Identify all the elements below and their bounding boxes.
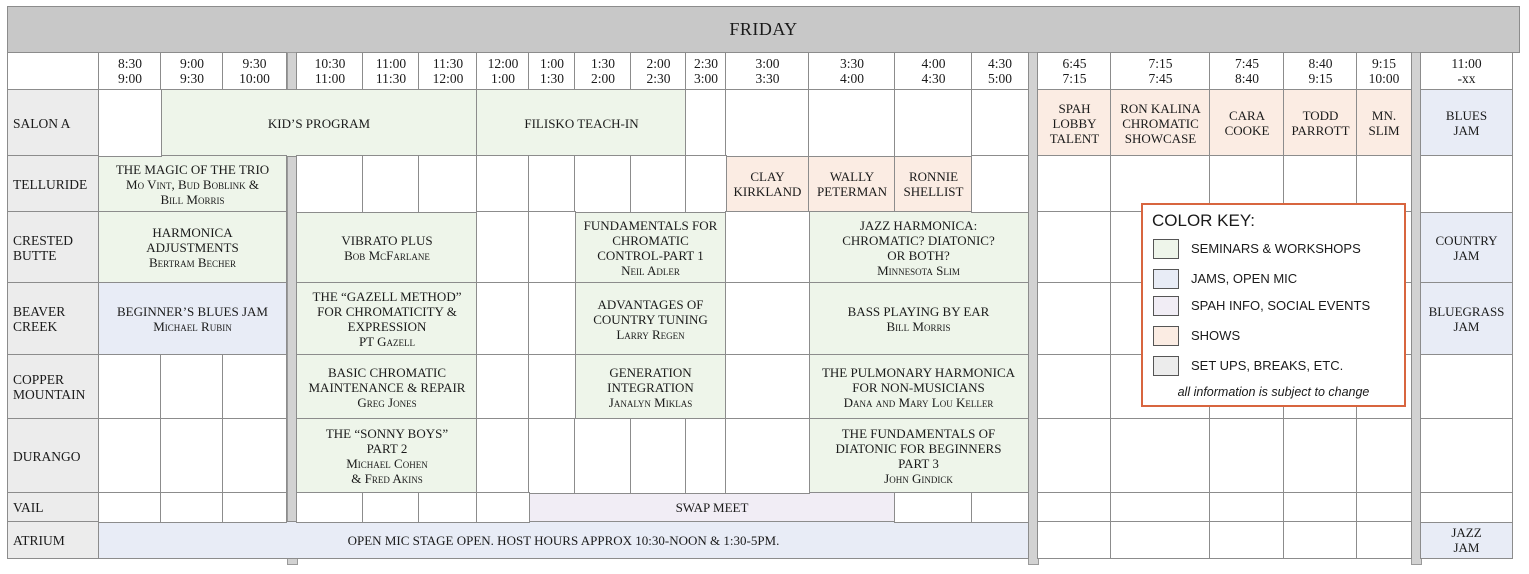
event-jam <box>98 282 287 356</box>
event-title: JAM <box>1453 247 1480 263</box>
event-title: TODD <box>1302 108 1339 123</box>
event-title: PART 3 <box>898 456 939 471</box>
empty-slot <box>222 418 287 494</box>
event-show <box>808 155 896 213</box>
event-title: CHROMATIC <box>1122 115 1199 131</box>
empty-slot <box>528 155 576 213</box>
event-title: INTEGRATION <box>607 379 694 395</box>
event-title: MN. <box>1371 108 1397 123</box>
time-header <box>971 52 1029 90</box>
empty-slot <box>1356 521 1412 559</box>
event-title: JAZZ <box>1451 525 1482 540</box>
time-header <box>1356 52 1412 90</box>
event-title: THE FUNDAMENTALS OF <box>841 426 996 441</box>
empty-slot <box>1037 282 1112 356</box>
event-title: COUNTRY TUNING <box>593 311 708 327</box>
event-show <box>1283 89 1358 157</box>
empty-slot <box>476 492 530 523</box>
event-title: OPEN MIC STAGE OPEN. HOST HOURS APPROX 10:30-NOON & 1:30-5PM. <box>347 532 780 548</box>
event-title: SHOWCASE <box>1124 130 1197 146</box>
event-title: JAM <box>1453 540 1480 555</box>
key-item-setups <box>1153 356 1403 378</box>
time-header <box>98 52 162 90</box>
event-show <box>894 155 973 213</box>
event-seminar <box>296 354 478 420</box>
jam-swatch <box>1153 269 1179 289</box>
empty-slot <box>1356 418 1412 494</box>
event-show <box>1209 89 1285 157</box>
event-presenter: Greg Jones <box>357 394 417 410</box>
event-seminar <box>296 282 478 356</box>
time-header <box>528 52 576 90</box>
empty-slot <box>160 354 224 420</box>
empty-slot <box>808 89 896 157</box>
event-title: SWAP MEET <box>675 500 749 515</box>
event-title: LOBBY <box>1052 115 1097 131</box>
event-seminar <box>808 282 1029 356</box>
empty-slot <box>476 354 530 420</box>
room-name: CREEK <box>13 319 58 334</box>
empty-slot <box>971 492 1029 523</box>
event-presenter: Michael Rubin <box>153 319 232 334</box>
time-start: 1:30 <box>590 56 615 71</box>
event-show <box>1110 89 1211 157</box>
event-presenter: Larry Regen <box>616 326 685 342</box>
event-title: SLIM <box>1368 123 1400 138</box>
time-end: 8:40 <box>1234 71 1259 86</box>
color-key-title: COLOR KEY: <box>1152 211 1255 230</box>
time-start: 11:00 <box>375 56 407 71</box>
room-name: DURANGO <box>13 448 81 464</box>
empty-slot <box>630 155 687 213</box>
key-label-jams: JAMS, OPEN MIC <box>1191 271 1298 286</box>
empty-slot <box>685 155 727 213</box>
empty-slot <box>222 492 287 523</box>
room-label <box>7 492 99 523</box>
room-name: BEAVER <box>13 304 66 319</box>
event-seminar <box>98 211 287 284</box>
empty-slot <box>1356 492 1412 523</box>
time-end: 10:00 <box>1368 71 1400 86</box>
event-title: ADJUSTMENTS <box>146 240 239 255</box>
time-end: 11:00 <box>314 71 346 86</box>
empty-slot <box>528 282 576 356</box>
corner-cell <box>7 52 99 90</box>
event-presenter: Janalyn Miklas <box>608 394 693 410</box>
event-presenter: Bill Morris <box>160 191 225 207</box>
room-name: CRESTED <box>13 232 74 248</box>
empty-slot <box>574 155 632 213</box>
empty-slot <box>1209 521 1285 559</box>
empty-slot <box>1283 492 1358 523</box>
event-title: MAINTENANCE & REPAIR <box>308 379 466 395</box>
event-title: CONTROL-PART 1 <box>597 247 704 263</box>
time-header <box>725 52 810 90</box>
empty-slot <box>1420 418 1513 494</box>
time-header <box>1209 52 1285 90</box>
time-header <box>222 52 287 90</box>
empty-slot <box>222 354 287 420</box>
time-end: 3:00 <box>693 71 718 86</box>
event-title: PARROTT <box>1291 123 1350 138</box>
time-header <box>1110 52 1211 90</box>
empty-slot <box>1420 155 1513 213</box>
empty-slot <box>98 418 162 494</box>
room-label <box>7 521 99 559</box>
event-title: COUNTRY <box>1435 232 1498 248</box>
color-key <box>1141 203 1406 407</box>
event-presenter: Minnesota Slim <box>877 262 960 278</box>
time-header <box>574 52 632 90</box>
show-swatch <box>1153 326 1179 346</box>
time-end: 2:30 <box>646 71 671 86</box>
setup-swatch <box>1153 356 1179 376</box>
room-name: TELLURIDE <box>13 176 88 192</box>
event-seminar <box>808 354 1029 420</box>
empty-slot <box>725 354 810 420</box>
event-presenter: John Gindick <box>884 471 953 486</box>
event-presenter: Bob McFarlane <box>344 247 430 263</box>
room-name: ATRIUM <box>13 532 65 548</box>
room-label <box>7 89 99 157</box>
event-title: BLUES <box>1445 108 1488 123</box>
room-name: BUTTE <box>13 247 57 263</box>
event-jam <box>1420 282 1513 356</box>
time-start: 11:00 <box>1451 56 1482 71</box>
key-item-shows <box>1153 326 1403 348</box>
event-presenter: Bill Morris <box>886 319 951 334</box>
key-item-seminars <box>1153 239 1403 261</box>
time-start: 9:30 <box>242 56 267 71</box>
day-title: FRIDAY <box>7 6 1520 53</box>
event-presenter: Dana and Mary Lou Keller <box>843 394 994 410</box>
event-title: DIATONIC FOR BEGINNERS <box>835 441 1002 456</box>
empty-slot <box>1110 418 1211 494</box>
room-label <box>7 155 99 213</box>
time-header <box>418 52 478 90</box>
time-end: 4:30 <box>921 71 946 86</box>
event-seminar <box>808 211 1029 284</box>
event-title: THE “GAZELL METHOD” <box>312 289 462 304</box>
time-start: 2:00 <box>646 56 671 71</box>
time-end: 7:45 <box>1148 71 1173 86</box>
time-start: 2:30 <box>693 56 718 71</box>
event-title: VIBRATO PLUS <box>341 232 433 248</box>
event-presenter: PT Gazell <box>358 334 416 349</box>
time-end: 10:00 <box>239 71 270 86</box>
event-title: GENERATION <box>609 364 692 380</box>
event-title: THE MAGIC OF THE TRIO <box>115 161 270 177</box>
time-start: 8:40 <box>1308 56 1333 71</box>
time-header <box>685 52 727 90</box>
event-seminar <box>808 418 1029 494</box>
event-title: OR BOTH? <box>887 247 950 263</box>
time-start: 7:15 <box>1148 56 1173 71</box>
key-label-social: SPAH INFO, SOCIAL EVENTS <box>1191 298 1371 313</box>
event-title: FUNDAMENTALS FOR <box>583 217 718 233</box>
room-label <box>7 211 99 284</box>
key-item-social <box>1153 296 1403 318</box>
event-seminar <box>574 282 727 356</box>
time-start: 6:45 <box>1062 56 1087 71</box>
event-seminar <box>476 89 687 157</box>
event-title: CARA <box>1228 108 1266 123</box>
event-presenter: Michael Cohen <box>346 456 428 471</box>
time-end: 4:00 <box>839 71 864 86</box>
key-label-setups: SET UPS, BREAKS, ETC. <box>1191 358 1344 373</box>
event-presenter: & Fred Akins <box>351 471 423 486</box>
empty-slot <box>725 418 810 494</box>
event-seminar <box>296 418 478 494</box>
event-seminar <box>98 155 287 213</box>
event-show <box>725 155 810 213</box>
time-start: 10:30 <box>314 56 346 71</box>
time-header <box>296 52 364 90</box>
room-label <box>7 282 99 356</box>
empty-slot <box>1037 211 1112 284</box>
time-end: 12:00 <box>432 71 464 86</box>
empty-slot <box>98 354 162 420</box>
empty-slot <box>685 418 727 494</box>
event-title: SHELLIST <box>903 184 964 199</box>
time-header <box>476 52 530 90</box>
empty-slot <box>160 418 224 494</box>
empty-slot <box>418 155 478 213</box>
event-seminar <box>574 211 727 284</box>
event-title: ADVANTAGES OF <box>597 296 704 312</box>
empty-slot <box>1110 492 1211 523</box>
empty-slot <box>1037 492 1112 523</box>
event-show <box>1037 89 1112 157</box>
seminar-swatch <box>1153 239 1179 259</box>
empty-slot <box>98 89 162 157</box>
event-jam <box>1420 89 1513 157</box>
room-name: SALON A <box>13 115 71 131</box>
empty-slot <box>98 492 162 523</box>
time-end: 7:15 <box>1062 71 1087 86</box>
event-social <box>528 492 896 523</box>
time-header <box>894 52 973 90</box>
empty-slot <box>1283 521 1358 559</box>
empty-slot <box>685 89 727 157</box>
event-title: SPAH <box>1058 100 1091 116</box>
empty-slot <box>971 155 1029 213</box>
time-start: 3:30 <box>839 56 864 71</box>
time-start: 1:00 <box>539 56 564 71</box>
empty-slot <box>1420 354 1513 420</box>
empty-slot <box>894 492 973 523</box>
empty-slot <box>476 155 530 213</box>
event-title: PETERMAN <box>816 184 888 199</box>
event-title: BLUEGRASS <box>1428 304 1505 319</box>
event-title: KIRKLAND <box>733 184 802 199</box>
key-label-seminars: SEMINARS & WORKSHOPS <box>1191 241 1361 256</box>
event-title: THE “SONNY BOYS” <box>325 426 449 441</box>
key-item-jams <box>1153 269 1403 291</box>
time-start: 11:30 <box>432 56 464 71</box>
empty-slot <box>418 492 478 523</box>
event-title: HARMONICA <box>152 225 233 240</box>
event-seminar <box>296 211 478 284</box>
time-header <box>1420 52 1513 90</box>
empty-slot <box>476 418 530 494</box>
empty-slot <box>362 155 420 213</box>
empty-slot <box>1420 492 1513 523</box>
time-header <box>1283 52 1358 90</box>
time-end: 3:30 <box>755 71 780 86</box>
event-title: KID’S PROGRAM <box>267 115 371 131</box>
event-seminar <box>574 354 727 420</box>
time-start: 4:00 <box>921 56 946 71</box>
time-end: 1:30 <box>539 71 564 86</box>
event-title: FILISKO TEACH-IN <box>524 115 639 131</box>
social-swatch <box>1153 296 1179 316</box>
event-title: BASIC CHROMATIC <box>327 364 447 380</box>
time-end: 9:15 <box>1308 71 1333 86</box>
event-title: BEGINNER’S BLUES JAM <box>117 304 268 319</box>
time-start: 9:15 <box>1371 56 1396 71</box>
event-jam <box>1420 521 1513 559</box>
event-title: CLAY <box>750 169 785 184</box>
empty-slot <box>362 492 420 523</box>
empty-slot <box>476 282 530 356</box>
empty-slot <box>725 89 810 157</box>
time-header <box>362 52 420 90</box>
event-title: RONNIE <box>908 169 959 184</box>
time-end: 2:00 <box>590 71 615 86</box>
event-title: THE PULMONARY HARMONICA <box>821 364 1016 380</box>
event-title: CHROMATIC <box>612 232 689 248</box>
empty-slot <box>476 211 530 284</box>
time-end: 9:30 <box>179 71 204 86</box>
room-name: COPPER <box>13 372 65 387</box>
time-start: 4:30 <box>987 56 1012 71</box>
event-title: FOR NON-MUSICIANS <box>852 379 985 395</box>
empty-slot <box>528 354 576 420</box>
empty-slot <box>1209 492 1285 523</box>
time-end: 11:30 <box>375 71 407 86</box>
event-presenter: Neil Adler <box>621 262 680 278</box>
empty-slot <box>296 155 364 213</box>
time-end: 9:00 <box>117 71 142 86</box>
time-header <box>808 52 896 90</box>
empty-slot <box>1209 418 1285 494</box>
event-jam <box>1420 211 1513 284</box>
time-start: 8:30 <box>117 56 142 71</box>
event-title: FOR CHROMATICITY & <box>317 304 457 319</box>
empty-slot <box>1037 354 1112 420</box>
event-seminar <box>160 89 478 157</box>
event-title: JAZZ HARMONICA: <box>859 217 978 233</box>
event-title: PART 2 <box>366 441 408 456</box>
room-label <box>7 354 99 420</box>
time-header <box>630 52 687 90</box>
time-header <box>1037 52 1112 90</box>
empty-slot <box>1037 418 1112 494</box>
event-presenter: Bertram Becher <box>148 255 237 270</box>
empty-slot <box>1037 521 1112 559</box>
color-key-note: all information is subject to change <box>1177 385 1370 399</box>
empty-slot <box>630 418 687 494</box>
event-jam <box>98 521 1029 559</box>
empty-slot <box>1110 521 1211 559</box>
empty-slot <box>725 282 810 356</box>
key-label-shows: SHOWS <box>1191 328 1241 343</box>
time-start: 12:00 <box>487 56 519 71</box>
time-start: 7:45 <box>1234 56 1259 71</box>
empty-slot <box>1283 418 1358 494</box>
time-end: 5:00 <box>987 71 1012 86</box>
time-end: 1:00 <box>490 71 515 86</box>
time-start: 3:00 <box>755 56 780 71</box>
time-start: 9:00 <box>179 56 204 71</box>
event-title: RON KALINA <box>1120 100 1201 116</box>
room-label <box>7 418 99 494</box>
event-title: JAM <box>1453 123 1480 138</box>
empty-slot <box>528 418 576 494</box>
event-title: BASS PLAYING BY EAR <box>847 304 990 319</box>
empty-slot <box>894 89 973 157</box>
empty-slot <box>574 418 632 494</box>
event-title: TALENT <box>1049 130 1100 146</box>
empty-slot <box>160 492 224 523</box>
empty-slot <box>971 89 1029 157</box>
event-presenter: Mo Vint, Bud Boblink & <box>126 176 259 192</box>
event-title: COOKE <box>1224 123 1270 138</box>
empty-slot <box>725 211 810 284</box>
time-end: -xx <box>1457 71 1476 86</box>
room-name: VAIL <box>13 500 44 515</box>
event-title: CHROMATIC? DIATONIC? <box>842 232 995 248</box>
room-name: MOUNTAIN <box>13 387 86 402</box>
event-title: JAM <box>1453 319 1480 334</box>
empty-slot <box>296 492 364 523</box>
empty-slot <box>1037 155 1112 213</box>
time-header <box>160 52 224 90</box>
empty-slot <box>528 211 576 284</box>
event-title: EXPRESSION <box>347 319 427 334</box>
event-show <box>1356 89 1412 157</box>
event-title: WALLY <box>829 169 875 184</box>
